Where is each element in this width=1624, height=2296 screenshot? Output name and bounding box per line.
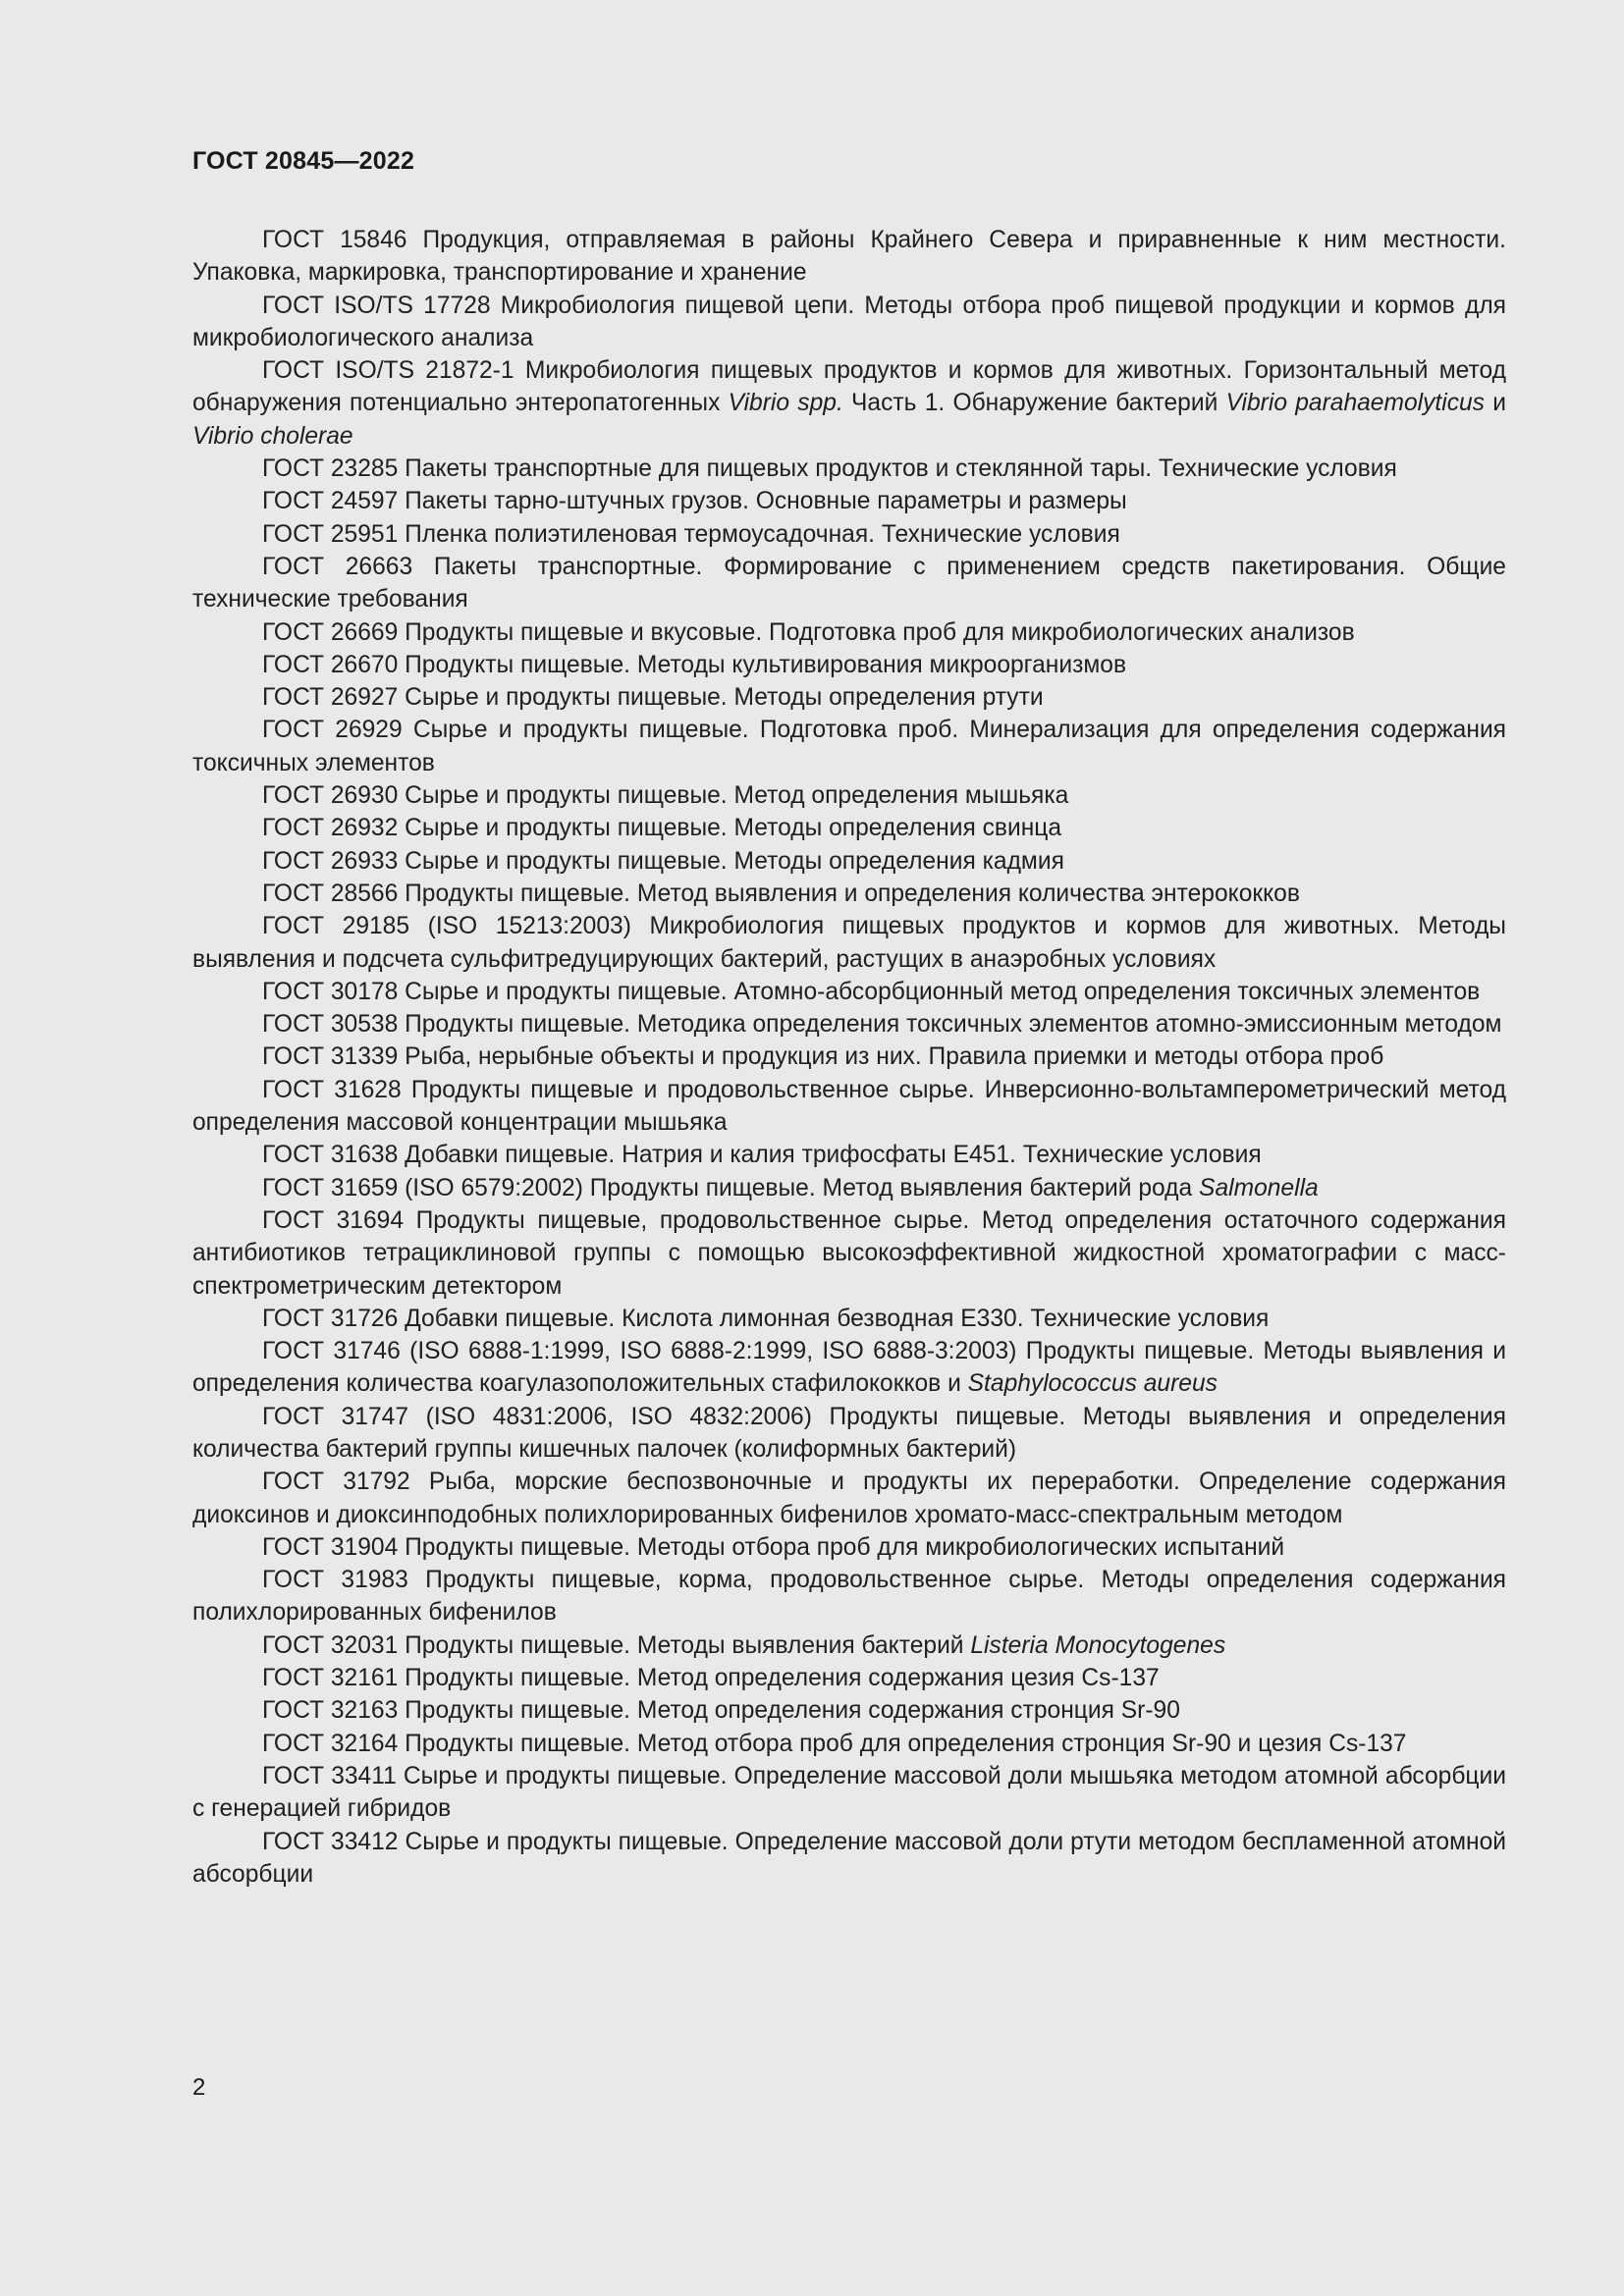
reference-text: ГОСТ 31694 Продукты пищевые, продовольственное сырье. Метод определения остаточного содержания антибиотиков тетрациклиновой группы с помощью высокоэффективной жидкостной хроматографии с масс-спектрометрическим детектором bbox=[192, 1206, 1506, 1300]
reference-text: ГОСТ 26929 Сырье и продукты пищевые. Подготовка проб. Минерализация для определения содержания токсичных элементов bbox=[192, 717, 1506, 776]
reference-italic-text: Staphylococcus aureus bbox=[967, 1370, 1218, 1398]
reference-text: ГОСТ ISO/TS 17728 Микробиология пищевой цепи. Методы отбора проб пищевой продукции и кормов для микробиологического анализа bbox=[192, 292, 1506, 351]
reference-entry bbox=[192, 1531, 1506, 1564]
reference-text: ГОСТ 23285 Пакеты транспортные для пищевых продуктов и стеклянной тары. Технические условия bbox=[262, 455, 1397, 483]
reference-entry bbox=[192, 224, 1506, 290]
reference-text: ГОСТ 15846 Продукция, отправляемая в районы Крайнего Севера и приравненные к ним местности. Упаковка, маркировка, транспортирование и хранение bbox=[192, 227, 1506, 287]
reference-entry bbox=[192, 1662, 1506, 1694]
reference-entry bbox=[192, 714, 1506, 779]
reference-text: ГОСТ 26670 Продукты пищевые. Методы культивирования микроорганизмов bbox=[262, 651, 1127, 678]
reference-entry bbox=[192, 1728, 1506, 1760]
reference-text: ГОСТ 25951 Пленка полиэтиленовая термоусадочная. Технические условия bbox=[262, 520, 1120, 548]
reference-text: ГОСТ 33411 Сырье и продукты пищевые. Определение массовой доли мышьяка методом атомной абсорбции с генерацией гибридов bbox=[192, 1762, 1506, 1823]
reference-entry bbox=[192, 1466, 1506, 1531]
reference-italic-text: Listeria Monocytogenes bbox=[970, 1631, 1226, 1659]
reference-entry bbox=[192, 1629, 1506, 1662]
reference-text: ГОСТ 26669 Продукты пищевые и вкусовые. Подготовка проб для микробиологических анализов bbox=[262, 618, 1355, 646]
reference-text: и bbox=[1484, 390, 1506, 417]
reference-text: ГОСТ 28566 Продукты пищевые. Метод выявления и определения количества энтерококков bbox=[262, 880, 1300, 907]
reference-entry bbox=[192, 878, 1506, 910]
reference-text: ГОСТ 31983 Продукты пищевые, корма, продовольственное сырье. Методы определения содержания полихлорированных бифенилов bbox=[192, 1567, 1506, 1627]
reference-text: ГОСТ 31726 Добавки пищевые. Кислота лимонная безводная Е330. Технические условия bbox=[262, 1305, 1270, 1332]
reference-entry bbox=[192, 1303, 1506, 1335]
reference-text: ГОСТ 24597 Пакеты тарно-штучных грузов. Основные параметры и размеры bbox=[262, 488, 1127, 515]
reference-entry bbox=[192, 910, 1506, 976]
page-number: 2 bbox=[192, 2074, 206, 2101]
reference-text: ГОСТ 26927 Сырье и продукты пищевые. Методы определения ртути bbox=[262, 684, 1044, 712]
reference-entry bbox=[192, 649, 1506, 681]
reference-text: ГОСТ 31792 Рыба, морские беспозвоночные и продукты их переработки. Определение содержания диоксинов и диоксинподобных полихлорированных бифенилов хромато-масс-спектральным методом bbox=[192, 1468, 1506, 1528]
reference-text: ГОСТ 31746 (ISO 6888-1:1999, ISO 6888-2:1999, ISO 6888-3:2003) Продукты пищевые. Методы выявления и определения количества коагулазоположительных стафилококков и bbox=[192, 1338, 1506, 1398]
reference-entry bbox=[192, 812, 1506, 844]
reference-text: ГОСТ 31638 Добавки пищевые. Натрия и калия трифосфаты Е451. Технические условия bbox=[262, 1142, 1262, 1169]
reference-entry bbox=[192, 1760, 1506, 1826]
reference-italic-text: Vibrio parahaemolyticus bbox=[1225, 390, 1485, 417]
reference-text: ГОСТ 26932 Сырье и продукты пищевые. Методы определения свинца bbox=[262, 815, 1062, 842]
reference-text: ГОСТ 31339 Рыба, нерыбные объекты и продукция из них. Правила приемки и методы отбора проб bbox=[262, 1043, 1384, 1071]
reference-text: ГОСТ 26933 Сырье и продукты пищевые. Методы определения кадмия bbox=[262, 847, 1064, 875]
reference-text: ГОСТ 32031 Продукты пищевые. Методы выявления бактерий bbox=[262, 1631, 971, 1659]
reference-entry bbox=[192, 453, 1506, 485]
normative-references-list bbox=[192, 224, 1506, 1891]
reference-text: ГОСТ 32161 Продукты пищевые. Метод определения содержания цезия Cs-137 bbox=[262, 1665, 1160, 1692]
reference-entry bbox=[192, 616, 1506, 649]
document-code-header: ГОСТ 20845—2022 bbox=[192, 147, 415, 175]
reference-text: ГОСТ ISO/TS 21872-1 Микробиология пищевых продуктов и кормов для животных. Горизонтальный метод обнаружения потенциально энтеропатогенных bbox=[192, 357, 1506, 417]
reference-entry bbox=[192, 1204, 1506, 1303]
reference-text: ГОСТ 26663 Пакеты транспортные. Формирование с применением средств пакетирования. Общие технические требования bbox=[192, 553, 1506, 614]
reference-entry bbox=[192, 1564, 1506, 1629]
reference-text: ГОСТ 31628 Продукты пищевые и продовольственное сырье. Инверсионно-вольтамперометрический метод определения массовой концентрации мышьяка bbox=[192, 1076, 1506, 1137]
reference-entry bbox=[192, 1401, 1506, 1467]
reference-entry bbox=[192, 518, 1506, 551]
reference-italic-text: Salmonella bbox=[1199, 1174, 1319, 1201]
reference-entry bbox=[192, 290, 1506, 355]
reference-entry bbox=[192, 1826, 1506, 1892]
reference-entry bbox=[192, 354, 1506, 453]
reference-entry bbox=[192, 1041, 1506, 1073]
reference-text: ГОСТ 32163 Продукты пищевые. Метод определения содержания стронция Sr-90 bbox=[262, 1697, 1180, 1725]
reference-entry bbox=[192, 1008, 1506, 1041]
reference-text: ГОСТ 31904 Продукты пищевые. Методы отбора проб для микробиологических испытаний bbox=[262, 1533, 1285, 1561]
reference-text: ГОСТ 30538 Продукты пищевые. Методика определения токсичных элементов атомно-эмиссионным методом bbox=[262, 1011, 1502, 1039]
reference-text: ГОСТ 33412 Сырье и продукты пищевые. Определение массовой доли ртути методом беспламенной атомной абсорбции bbox=[192, 1828, 1506, 1888]
reference-entry bbox=[192, 1335, 1506, 1401]
reference-entry bbox=[192, 681, 1506, 714]
reference-text: ГОСТ 32164 Продукты пищевые. Метод отбора проб для определения стронция Sr-90 и цезия Cs-137 bbox=[262, 1730, 1407, 1757]
reference-text: ГОСТ 29185 (ISO 15213:2003) Микробиология пищевых продуктов и кормов для животных. Методы выявления и подсчета сульфитредуцирующих бактерий, растущих в анаэробных условиях bbox=[192, 913, 1506, 973]
reference-entry bbox=[192, 1694, 1506, 1727]
reference-italic-text: Vibrio cholerae bbox=[192, 422, 353, 450]
reference-italic-text: Vibrio spp. bbox=[728, 390, 843, 417]
reference-entry bbox=[192, 976, 1506, 1008]
reference-entry bbox=[192, 845, 1506, 878]
reference-entry bbox=[192, 551, 1506, 616]
reference-entry bbox=[192, 485, 1506, 517]
reference-text: ГОСТ 26930 Сырье и продукты пищевые. Метод определения мышьяка bbox=[262, 782, 1069, 810]
reference-entry bbox=[192, 1074, 1506, 1140]
reference-text: Часть 1. Обнаружение бактерий bbox=[842, 390, 1226, 417]
reference-entry bbox=[192, 779, 1506, 812]
reference-text: ГОСТ 31659 (ISO 6579:2002) Продукты пищевые. Метод выявления бактерий рода bbox=[262, 1174, 1200, 1201]
reference-text: ГОСТ 31747 (ISO 4831:2006, ISO 4832:2006) Продукты пищевые. Методы выявления и определения количества бактерий группы кишечных палочек (колиформных бактерий) bbox=[192, 1403, 1506, 1463]
reference-entry bbox=[192, 1172, 1506, 1204]
reference-text: ГОСТ 30178 Сырье и продукты пищевые. Атомно-абсорбционный метод определения токсичных элементов bbox=[262, 978, 1481, 1005]
reference-entry bbox=[192, 1139, 1506, 1171]
